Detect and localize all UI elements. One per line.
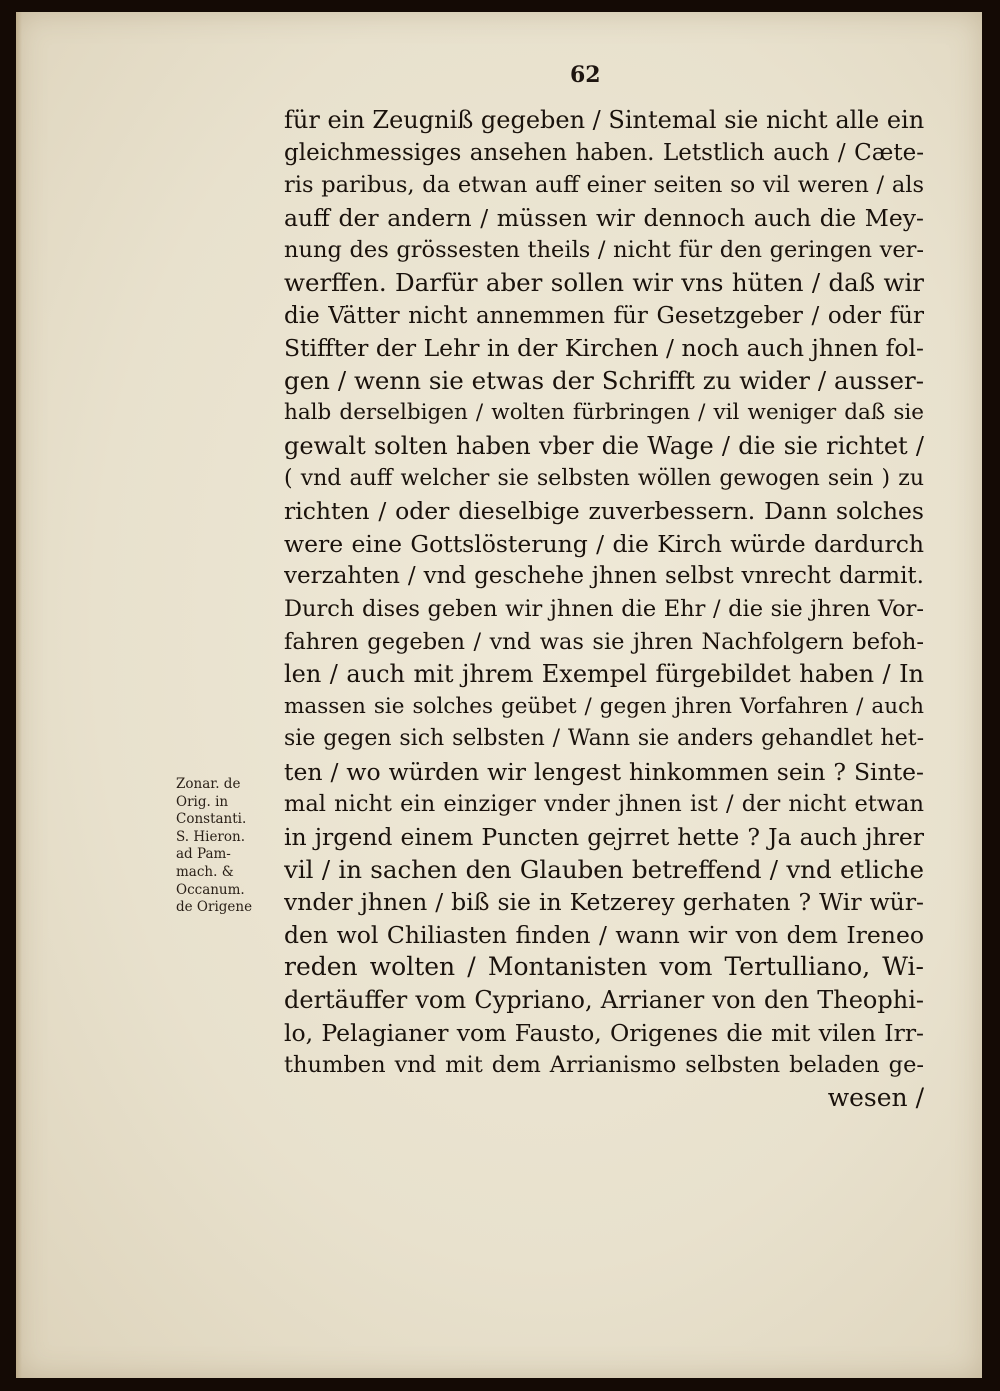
margin-note-line: Orig. in [176, 793, 229, 810]
margin-note [176, 776, 286, 917]
text-line: dertäuffer vom Cypriano, Arrianer von den Theophi- [284, 986, 924, 1015]
text-line: den wol Chiliasten finden / wann wir von dem Ireneo [284, 920, 924, 949]
text-line: gleichmessiges ansehen haben. Letstlich auch / Cæte- [284, 139, 924, 166]
text-line: reden wolten / Montanisten vom Tertulliano, Wi- [284, 952, 924, 982]
text-line: vnder jhnen / biß sie in Ketzerey gerhaten ? Wir wür- [284, 888, 924, 917]
text-line: Durch dises geben wir jhnen die Ehr / die sie jhren Vor- [284, 595, 924, 622]
text-line: fahren gegeben / vnd was sie jhren Nachfolgern befoh- [284, 628, 924, 655]
text-line: were eine Gottslösterung / die Kirch würde dardurch [284, 529, 924, 558]
text-line: lo, Pelagianer vom Fausto, Origenes die mit vilen Irr- [284, 1018, 924, 1047]
text-line: vil / in sachen den Glauben betreffend / vnd etliche [284, 854, 924, 884]
text-line: ( vnd auff welcher sie selbsten wöllen gewogen sein ) zu [284, 465, 924, 491]
text-line: wesen / [827, 1082, 924, 1112]
margin-note-line: Occanum. [176, 881, 245, 898]
body-text [284, 104, 924, 1114]
text-line: auff der andern / müssen wir dennoch auch die Mey- [284, 203, 924, 232]
text-line: thumben vnd mit dem Arrianismo selbsten beladen ge- [284, 1052, 924, 1079]
page-binding-shadow [16, 12, 22, 1378]
text-line: sie gegen sich selbsten / Wann sie anders gehandlet het- [284, 726, 924, 752]
text-line: werffen. Darfür aber sollen wir vns hüten / daß wir [284, 267, 924, 297]
text-line: verzahten / vnd geschehe jhnen selbst vnrecht darmit. [284, 563, 924, 590]
text-line: die Vätter nicht annemmen für Gesetzgeber / oder für [284, 302, 924, 329]
text-line: in jrgend einem Puncten gejrret hette ? Ja auch jhrer [284, 823, 924, 852]
page-number: 62 [570, 62, 601, 88]
text-line: für ein Zeugniß gegeben / Sintemal sie nicht alle ein [284, 106, 924, 134]
text-line: Stiffter der Lehr in der Kirchen / noch auch jhnen fol- [284, 334, 924, 363]
margin-note-line: de Origene [176, 899, 253, 916]
margin-note-line: Zonar. de [176, 776, 241, 792]
margin-note-line: Constanti. [176, 811, 247, 828]
text-line: gewalt solten haben vber die Wage / die sie richtet / [284, 431, 924, 460]
text-line: ten / wo würden wir lengest hinkommen sein ? Sinte- [284, 757, 924, 786]
text-line: massen sie solches geübet / gegen jhren Vorfahren / auch [284, 693, 924, 719]
text-line: gen / wenn sie etwas der Schrifft zu wider / ausser- [284, 365, 924, 395]
text-line: richten / oder dieselbige zuverbessern. Dann solches [284, 497, 924, 526]
text-line: ris paribus, da etwan auff einer seiten so vil weren / als [284, 172, 924, 199]
margin-note-line: S. Hieron. [176, 828, 245, 845]
text-line: mal nicht ein einziger vnder jhnen ist / der nicht etwan [284, 791, 924, 818]
text-line: len / auch mit jhrem Exempel fürgebildet haben / In [284, 660, 924, 689]
text-line: nung des grössesten theils / nicht für den geringen ver- [284, 237, 924, 264]
margin-note-line: mach. & [176, 863, 234, 880]
margin-note-line: ad Pam- [176, 846, 231, 863]
text-line: halb derselbigen / wolten fürbringen / vil weniger daß sie [284, 400, 924, 426]
